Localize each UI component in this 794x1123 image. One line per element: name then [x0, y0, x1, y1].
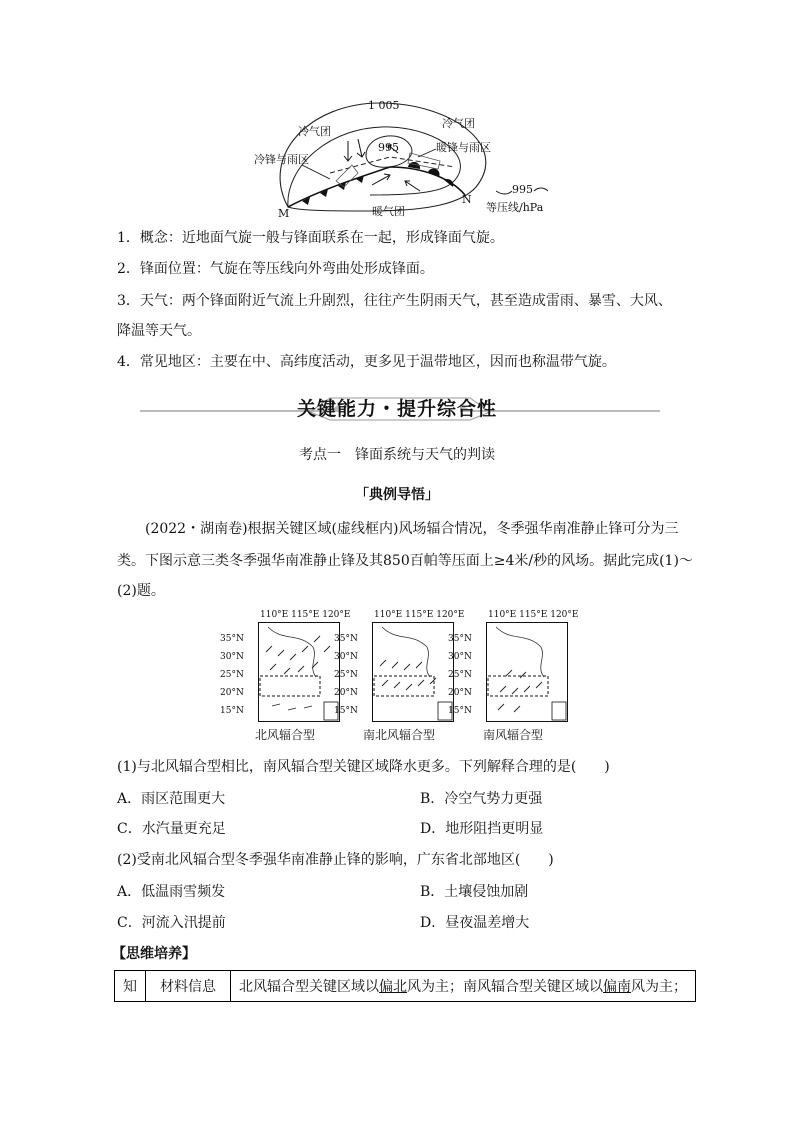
- lat-15: 15°N: [220, 706, 244, 716]
- map-frame: [372, 622, 454, 722]
- table-cell-content: [231, 971, 696, 1002]
- concept-item-3-cont: 降温等天气。: [117, 323, 201, 339]
- map-caption-2: 南北风辐合型: [362, 728, 435, 742]
- table-row: [115, 971, 696, 1002]
- lat-20: 20°N: [448, 688, 472, 698]
- legend-label: 等压线/hPa: [486, 201, 544, 214]
- lat-30: 30°N: [220, 652, 244, 662]
- q2-option-a[interactable]: A．低温雨雪频发: [117, 884, 226, 900]
- concept-item-1: 1．概念：近地面气旋一般与锋面联系在一起，形成锋面气旋。: [117, 230, 504, 246]
- section-title: 关键能力・提升综合性: [296, 398, 497, 420]
- map-frame: [258, 622, 340, 722]
- q2-option-c[interactable]: C．河流入汛提前: [117, 915, 226, 931]
- lat-35: 35°N: [220, 634, 244, 644]
- concept-item-2: 2．锋面位置：气旋在等压线向外弯曲处形成锋面。: [117, 261, 434, 277]
- lat-35: 35°N: [334, 634, 358, 644]
- lat-15: 15°N: [334, 706, 358, 716]
- q2-option-d[interactable]: D．昼夜温差增大: [420, 915, 530, 931]
- frontal-cyclone-diagram: [240, 95, 570, 220]
- content-part-b: 偏北: [379, 979, 407, 995]
- table-cell-zhi: 知: [115, 971, 146, 1002]
- content-part-c: 风为主；南风辐合型关键区域以: [407, 979, 603, 995]
- question-2-stem: (2)受南北风辐合型冬季强华南准静止锋的影响，广东省北部地区( ): [117, 852, 554, 868]
- lat-25: 25°N: [220, 670, 244, 680]
- content-part-a: 北风辐合型关键区域以: [239, 979, 379, 995]
- lat-30: 30°N: [334, 652, 358, 662]
- q1-option-d[interactable]: D．地形阻挡更明显: [420, 821, 544, 837]
- thinking-table: [114, 970, 696, 1002]
- map-south-convergence: [448, 608, 579, 743]
- example-heading: 「典例导悟」: [355, 487, 439, 503]
- q2-option-b[interactable]: B．土壤侵蚀加剧: [420, 884, 529, 900]
- label-point-n: N: [462, 193, 472, 206]
- intro-line-2: 类。下图示意三类冬季强华南准静止锋及其850百帕等压面上≥4米/秒的风场。据此完成(1)～: [117, 553, 693, 569]
- map-caption-1: 北风辐合型: [254, 728, 315, 742]
- kaodian-heading: 考点一 锋面系统与天气的判读: [299, 447, 495, 463]
- wind-maps: [220, 608, 579, 743]
- content-part-d: 偏南: [603, 979, 631, 995]
- q1-option-a[interactable]: A．雨区范围更大: [117, 791, 226, 807]
- lat-35: 35°N: [448, 634, 472, 644]
- label-warm-air: 暖气团: [372, 205, 405, 218]
- label-cold-air-left: 冷气团: [298, 125, 331, 138]
- lat-20: 20°N: [220, 688, 244, 698]
- lat-15: 15°N: [448, 706, 472, 716]
- legend-value: 995: [512, 183, 533, 196]
- map-lon-labels: 110°E 115°E 120°E: [260, 610, 351, 620]
- lat-20: 20°N: [334, 688, 358, 698]
- map-lon-labels: 110°E 115°E 120°E: [488, 610, 579, 620]
- concept-item-4: 4．常见地区：主要在中、高纬度活动，更多见于温带地区，因而也称温带气旋。: [117, 354, 616, 370]
- map-frame: [486, 622, 568, 722]
- content-part-e: 风为主；: [631, 979, 687, 995]
- intro-line-1: (2022・湖南卷)根据关键区域(虚线框内)风场辐合情况，冬季强华南准静止锋可分为三: [145, 521, 679, 537]
- lat-25: 25°N: [334, 670, 358, 680]
- label-cold-air-right: 冷气团: [442, 117, 475, 130]
- map-lon-labels: 110°E 115°E 120°E: [374, 610, 465, 620]
- table-cell-material: 材料信息: [146, 971, 231, 1002]
- thinking-heading: 【思维培养】: [112, 946, 196, 962]
- label-995: 995: [378, 141, 399, 154]
- map-caption-3: 南风辐合型: [482, 728, 543, 742]
- label-cold-front-rain: 冷锋与雨区: [254, 153, 309, 166]
- q1-option-b[interactable]: B．冷空气势力更强: [420, 791, 543, 807]
- map-north-south-convergence: [334, 608, 465, 743]
- map-north-convergence: [220, 608, 351, 743]
- label-point-m: M: [278, 207, 290, 220]
- label-1005: 1 005: [368, 99, 400, 112]
- q1-option-c[interactable]: C．水汽量更充足: [117, 821, 226, 837]
- warm-front-semicircles: [408, 162, 453, 187]
- intro-line-3: (2)题。: [117, 583, 165, 599]
- lat-30: 30°N: [448, 652, 472, 662]
- lat-25: 25°N: [448, 670, 472, 680]
- label-warm-front-rain: 暖锋与雨区: [436, 141, 491, 154]
- question-1-stem: (1)与北风辐合型相比，南风辐合型关键区域降水更多。下列解释合理的是( ): [117, 759, 610, 775]
- concept-item-3: 3．天气：两个锋面附近气流上升剧烈，往往产生阴雨天气，甚至造成雷雨、暴雪、大风、: [117, 293, 672, 309]
